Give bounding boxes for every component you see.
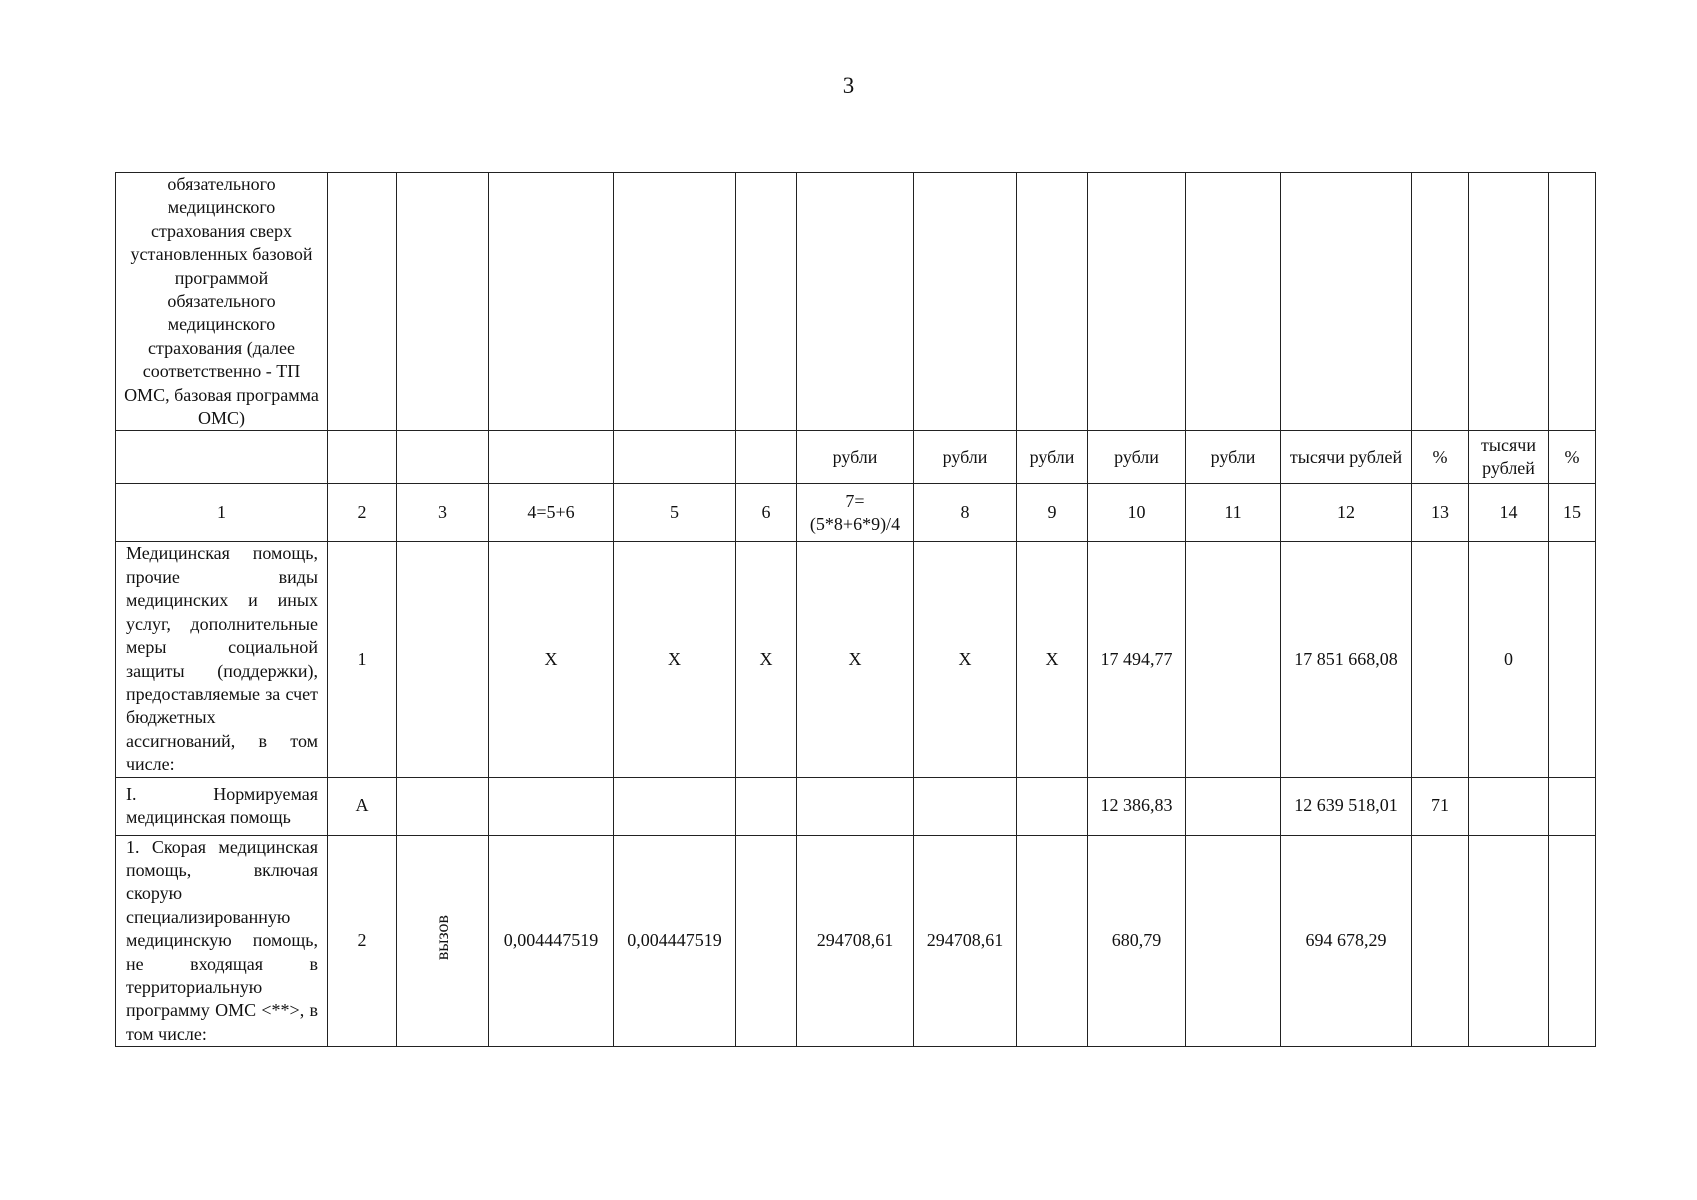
table-row-units [116,431,1596,484]
data-cell [1186,777,1281,835]
column-number-cell: 5 [614,484,736,542]
empty-cell [1186,173,1281,431]
data-cell: 17 494,77 [1088,542,1186,777]
data-cell [914,777,1017,835]
data-cell [1549,542,1596,777]
unit-cell [116,431,328,484]
unit-cell: рубли [914,431,1017,484]
data-cell: 2 [328,835,397,1047]
data-cell [736,777,797,835]
unit-cell: тысячи рублей [1469,431,1549,484]
unit-cell [328,431,397,484]
unit-cell [614,431,736,484]
data-cell [797,777,914,835]
data-cell: 12 639 518,01 [1281,777,1412,835]
data-cell: 294708,61 [914,835,1017,1047]
data-cell [1186,542,1281,777]
row-name-cell: I. Нормируемая медицинская помощь [116,777,328,835]
data-cell: 71 [1412,777,1469,835]
data-cell: 12 386,83 [1088,777,1186,835]
column-number-cell: 1 [116,484,328,542]
data-cell [1549,777,1596,835]
unit-cell: рубли [1186,431,1281,484]
column-number-cell: 9 [1017,484,1088,542]
unit-cell [736,431,797,484]
financing-table [115,172,1596,1047]
unit-vertical-cell [397,835,489,1047]
row-name-cell: Медицинская помощь, прочие виды медицинских и иных услуг, дополнительные меры социальной защиты (поддержки), предоставляемые за счет бюджетных ассигнований, в том числе: [116,542,328,777]
empty-cell [1281,173,1412,431]
page-number: 3 [842,73,855,98]
column-number-cell: 12 [1281,484,1412,542]
unit-cell: рубли [1088,431,1186,484]
data-cell: X [914,542,1017,777]
data-cell: X [797,542,914,777]
empty-cell [1549,173,1596,431]
data-cell: 0 [1469,542,1549,777]
column-number-cell: 7= (5*8+6*9)/4 [797,484,914,542]
unit-cell: тысячи рублей [1281,431,1412,484]
data-cell [397,542,489,777]
empty-cell [328,173,397,431]
empty-cell [489,173,614,431]
data-cell: 1 [328,542,397,777]
data-cell [614,777,736,835]
empty-cell [397,173,489,431]
empty-cell [614,173,736,431]
column-number-cell: 8 [914,484,1017,542]
table-row-column-numbers [116,484,1596,542]
column-number-cell: 10 [1088,484,1186,542]
table-row-normed-care [116,777,1596,835]
empty-cell [1412,173,1469,431]
data-cell: X [489,542,614,777]
row-name-cell: 1. Скорая медицинская помощь, включая скорую специализированную медицинскую помощь, не входящая в территориальную программу ОМС <**>, в том числе: [116,835,328,1047]
empty-cell [1088,173,1186,431]
unit-cell: % [1412,431,1469,484]
unit-cell [489,431,614,484]
empty-cell [797,173,914,431]
data-cell: 17 851 668,08 [1281,542,1412,777]
unit-cell: % [1549,431,1596,484]
column-number-cell: 6 [736,484,797,542]
column-number-cell: 3 [397,484,489,542]
column-number-cell: 13 [1412,484,1469,542]
data-cell [397,777,489,835]
data-cell: X [1017,542,1088,777]
data-cell [736,835,797,1047]
column-number-cell: 11 [1186,484,1281,542]
empty-cell [914,173,1017,431]
table-row-medical-care-total [116,542,1596,777]
data-cell [489,777,614,835]
name-continuation-cell: обязательного медицинского страхования сверх установленных базовой программой обязательного медицинского страхования (далее соответственно - ТП ОМС, базовая программа ОМС) [116,173,328,431]
empty-cell [1017,173,1088,431]
column-number-cell: 15 [1549,484,1596,542]
data-cell: 294708,61 [797,835,914,1047]
column-number-cell: 2 [328,484,397,542]
data-cell: 0,004447519 [614,835,736,1047]
table-row-name-continuation [116,173,1596,431]
unit-cell: рубли [1017,431,1088,484]
data-cell [1549,835,1596,1047]
unit-cell [397,431,489,484]
data-cell: 680,79 [1088,835,1186,1047]
data-cell [1412,835,1469,1047]
data-cell [1469,777,1549,835]
data-cell [1186,835,1281,1047]
data-cell: X [614,542,736,777]
unit-vertical-label: вызов [431,915,452,961]
column-number-cell: 14 [1469,484,1549,542]
data-cell [1469,835,1549,1047]
data-cell [1017,777,1088,835]
table-row-emergency-care [116,835,1596,1047]
column-number-cell: 4=5+6 [489,484,614,542]
data-cell: 0,004447519 [489,835,614,1047]
data-cell: X [736,542,797,777]
data-cell: А [328,777,397,835]
data-cell [1017,835,1088,1047]
empty-cell [1469,173,1549,431]
data-cell: 694 678,29 [1281,835,1412,1047]
data-cell [1412,542,1469,777]
unit-cell: рубли [797,431,914,484]
empty-cell [736,173,797,431]
